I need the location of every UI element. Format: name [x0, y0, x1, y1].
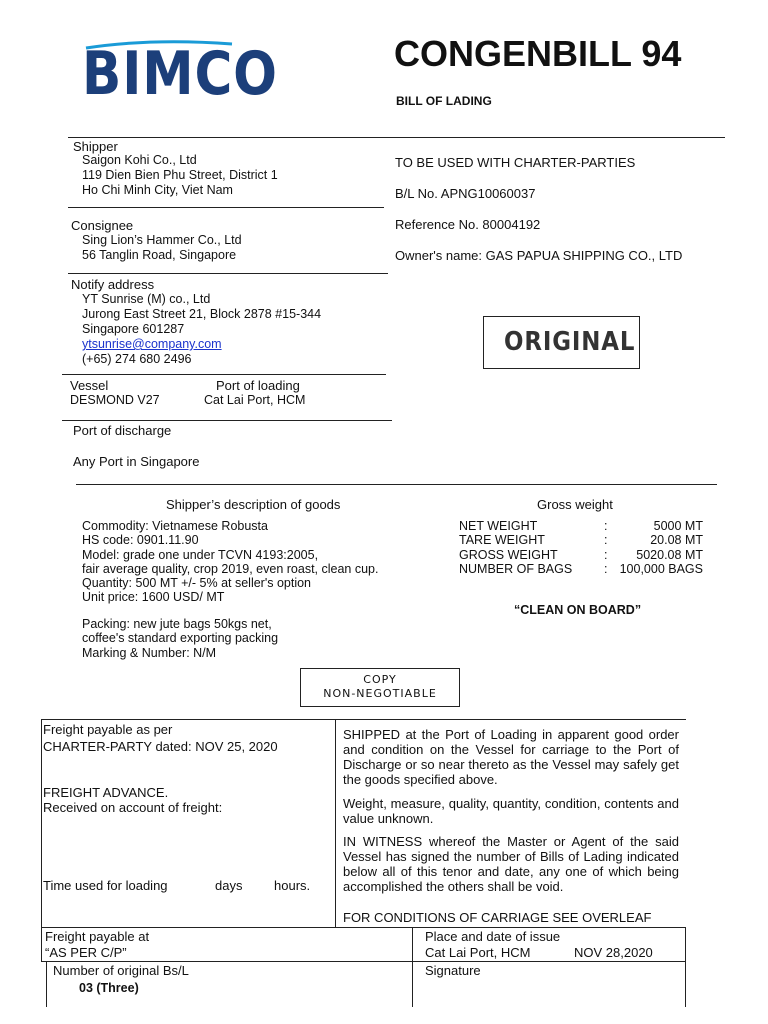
place-date-label: Place and date of issue	[425, 929, 561, 944]
place-of-issue: Cat Lai Port, HCM	[425, 945, 531, 960]
notify-label: Notify address	[71, 277, 155, 292]
weight-value: 5000 MT	[653, 519, 703, 533]
consignee-line: Sing Lion’s Hammer Co., Ltd	[82, 233, 242, 247]
weight-value: 5020.08 MT	[636, 547, 703, 562]
freight-payable-as-per: Freight payable as per	[43, 722, 173, 737]
port-loading-value: Cat Lai Port, HCM	[204, 393, 306, 407]
reference-number: Reference No. 80004192	[395, 217, 541, 232]
document-title: CONGENBILL 94	[394, 33, 682, 74]
weights-table	[459, 519, 703, 576]
shipper-line: 119 Dien Bien Phu Street, District 1	[82, 168, 278, 182]
packing-line: Marking & Number: N/M	[82, 645, 217, 660]
clean-on-board: “CLEAN ON BOARD”	[514, 603, 642, 617]
originals-label: Number of original Bs/L	[53, 963, 189, 978]
weight-sep: :	[604, 561, 608, 576]
terms-witness: IN WITNESS whereof the Master or Agent of the said Vessel has signed the number of Bills of Lading indicated below all of this tenor and date, any one of which being accomplished the others shall be void.	[343, 834, 679, 894]
charter-party-date: CHARTER-PARTY dated: NOV 25, 2020	[43, 739, 278, 754]
weight-row	[459, 548, 703, 562]
terms-shipped: SHIPPED at the Port of Loading in apparent good order and condition on the Vessel for carriage to the Port of Discharge or so near thereto as the Vessel may safely get the goods specified above.	[343, 727, 679, 787]
weight-label: GROSS WEIGHT	[459, 547, 558, 562]
port-discharge-value: Any Port in Singapore	[73, 454, 200, 469]
gross-weight-header: Gross weight	[537, 497, 613, 512]
notify-line: Jurong East Street 21, Block 2878 #15-344	[82, 307, 322, 321]
weight-value: 20.08 MT	[650, 533, 703, 548]
shipper-label: Shipper	[73, 139, 118, 154]
bimco-logo	[82, 38, 278, 110]
terms-conditions: FOR CONDITIONS OF CARRIAGE SEE OVERLEAF	[343, 910, 652, 925]
copy-stamp-line: NON-NEGOTIABLE	[323, 687, 437, 700]
time-used-loading: Time used for loading	[43, 878, 168, 893]
bl-number: B/L No. APNG10060037	[395, 186, 536, 201]
vessel-label: Vessel	[70, 378, 109, 393]
weight-row	[459, 533, 703, 547]
freight-payable-at-value: “AS PER C/P”	[45, 945, 127, 960]
terms-weight: Weight, measure, quality, quantity, condition, contents and value unknown.	[343, 796, 679, 826]
weight-row	[459, 562, 703, 576]
charter-note: TO BE USED WITH CHARTER-PARTIES	[395, 155, 636, 170]
goods-description-header: Shipper’s description of goods	[166, 497, 341, 512]
goods-line: Unit price: 1600 USD/ MT	[82, 590, 225, 605]
weight-sep: :	[604, 533, 608, 548]
copy-stamp	[300, 668, 460, 707]
shipper-address	[82, 153, 278, 198]
notify-email-link[interactable]: ytsunrise@company.com	[82, 337, 222, 351]
weight-label: NET WEIGHT	[459, 519, 538, 533]
vessel-value: DESMOND V27	[70, 393, 160, 407]
weight-sep: :	[604, 547, 608, 562]
packing-details	[82, 617, 278, 660]
weight-label: TARE WEIGHT	[459, 533, 545, 548]
packing-line: Packing: new jute bags 50kgs net,	[82, 617, 272, 631]
weight-value: 100,000 BAGS	[619, 561, 703, 576]
goods-description	[82, 519, 378, 605]
shipper-line: Saigon Kohi Co., Ltd	[82, 153, 197, 167]
bimco-logo-text: BIMCO	[82, 39, 278, 109]
freight-advance: FREIGHT ADVANCE.	[43, 785, 169, 800]
loading-hours: hours.	[274, 878, 311, 893]
copy-stamp-line: COPY	[363, 673, 397, 686]
owner-name: Owner's name: GAS PAPUA SHIPPING CO., LTD	[395, 248, 683, 263]
signature-label: Signature	[425, 963, 481, 978]
weight-sep: :	[604, 519, 608, 533]
originals-value: 03 (Three)	[79, 981, 139, 995]
port-discharge-label: Port of discharge	[73, 423, 172, 438]
goods-line: fair average quality, crop 2019, even roast, clean cup.	[82, 561, 379, 576]
goods-line: Quantity: 500 MT +/- 5% at seller's option	[82, 576, 312, 591]
logo-swoosh-icon	[82, 38, 237, 52]
port-loading-label: Port of loading	[216, 378, 300, 393]
packing-line: coffee's standard exporting packing	[82, 631, 279, 646]
original-stamp-text: ORIGINAL	[504, 327, 636, 357]
notify-line: Singapore 601287	[82, 322, 185, 336]
weight-label: NUMBER OF BAGS	[459, 561, 573, 576]
shipper-line: Ho Chi Minh City, Viet Nam	[82, 183, 233, 197]
document-subtitle: BILL OF LADING	[396, 94, 492, 108]
weight-row	[459, 519, 703, 533]
goods-line: HS code: 0901.11.90	[82, 533, 199, 548]
consignee-line: 56 Tanglin Road, Singapore	[82, 248, 237, 262]
notify-address	[82, 292, 321, 367]
loading-days: days	[215, 878, 243, 893]
freight-received: Received on account of freight:	[43, 800, 223, 815]
date-of-issue: NOV 28,2020	[574, 945, 653, 960]
consignee-label: Consignee	[71, 218, 134, 233]
consignee-address	[82, 233, 242, 263]
goods-line: Model: grade one under TCVN 4193:2005,	[82, 547, 319, 562]
goods-line: Commodity: Vietnamese Robusta	[82, 519, 268, 533]
freight-payable-at-label: Freight payable at	[45, 929, 150, 944]
original-stamp	[483, 316, 640, 369]
notify-line: YT Sunrise (M) co., Ltd	[82, 292, 211, 306]
notify-phone: (+65) 274 680 2496	[82, 352, 192, 366]
